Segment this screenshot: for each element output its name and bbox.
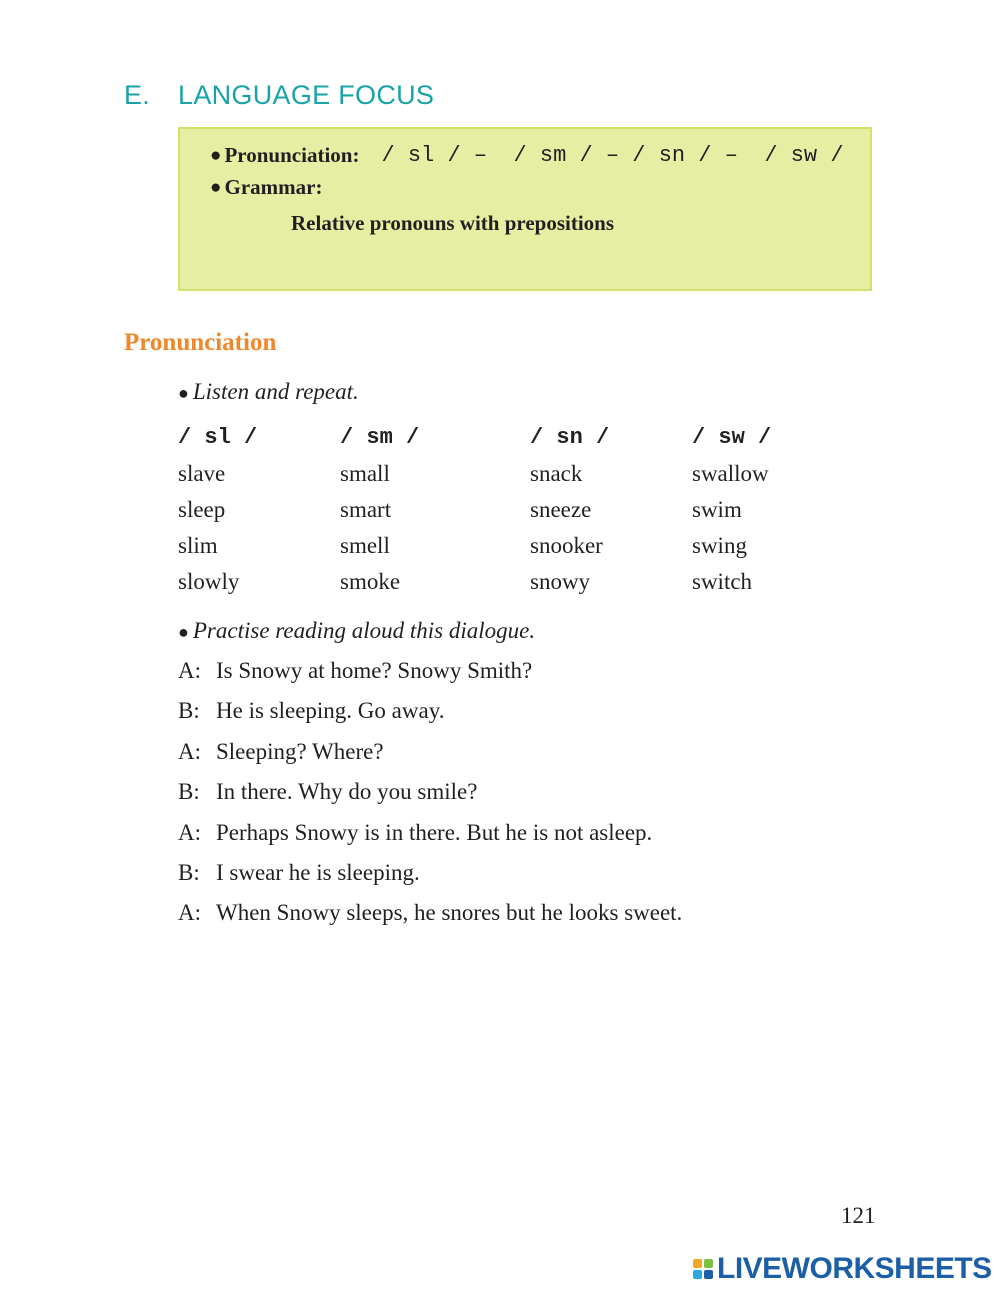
speaker: A: <box>178 900 201 926</box>
word: swallow <box>692 461 769 486</box>
logo-square <box>693 1259 702 1268</box>
speaker: A: <box>178 819 201 845</box>
word-column-sn <box>530 424 690 604</box>
word: switch <box>692 569 753 594</box>
grammar-label: Grammar: <box>224 175 323 199</box>
word: small <box>340 461 390 486</box>
word: slave <box>178 461 226 486</box>
line-text: He is sleeping. Go away. <box>216 698 445 724</box>
dialogue-line <box>178 778 682 818</box>
word: swing <box>692 533 747 558</box>
word: smoke <box>340 569 401 594</box>
brand-name: LIVEWORKSHEETS <box>717 1252 992 1285</box>
section-letter: E. <box>124 80 151 110</box>
word-column-sw <box>692 424 852 604</box>
language-focus-box <box>178 127 872 291</box>
word: smell <box>340 533 390 558</box>
section-title: LANGUAGE FOCUS <box>178 80 435 110</box>
word: sleep <box>178 497 226 522</box>
live-logo-icon <box>693 1259 713 1279</box>
dialogue-line <box>178 657 682 697</box>
word: slowly <box>178 569 240 594</box>
logo-square <box>693 1270 702 1279</box>
instruction-text: Listen and repeat. <box>192 379 359 404</box>
column-head: / sm / <box>340 425 420 450</box>
logo-square <box>704 1259 713 1268</box>
line-text: When Snowy sleeps, he snores but he looks sweet. <box>216 900 683 926</box>
dialogue-line <box>178 899 682 939</box>
dialogue-line <box>178 819 682 859</box>
listen-instruction <box>178 379 359 405</box>
word: sneeze <box>530 497 592 522</box>
section-heading <box>124 80 434 111</box>
line-text: I swear he is sleeping. <box>216 859 420 885</box>
word-column-sl <box>178 424 338 604</box>
pronunciation-focus-line <box>210 143 844 168</box>
word-column-sm <box>340 424 500 604</box>
word: snack <box>530 461 583 486</box>
liveworksheets-logo[interactable] <box>693 1252 992 1286</box>
bullet-icon: ● <box>178 383 189 403</box>
speaker: B: <box>178 779 200 805</box>
column-head: / sn / <box>530 425 610 450</box>
pronunciation-sounds: / sl / – / sm / – / sn / – / sw / <box>381 143 844 168</box>
bullet-icon: ● <box>178 622 189 642</box>
dialogue <box>178 657 682 940</box>
word: snowy <box>530 569 591 594</box>
column-head: / sl / <box>178 425 258 450</box>
line-text: Sleeping? Where? <box>216 738 384 764</box>
dialogue-line <box>178 697 682 737</box>
page-number: 121 <box>841 1203 876 1228</box>
line-text: In there. Why do you smile? <box>216 779 478 805</box>
speaker: B: <box>178 859 200 885</box>
word: swim <box>692 497 742 522</box>
word: smart <box>340 497 392 522</box>
dialogue-line <box>178 859 682 899</box>
column-head: / sw / <box>692 425 772 450</box>
speaker: B: <box>178 698 200 724</box>
pronunciation-heading: Pronunciation <box>124 329 277 356</box>
dialogue-instruction <box>178 618 535 644</box>
grammar-focus-line <box>210 175 322 200</box>
instruction-text: Practise reading aloud this dialogue. <box>192 618 536 643</box>
logo-square <box>704 1270 713 1279</box>
speaker: A: <box>178 658 201 683</box>
pronunciation-label: Pronunciation: <box>224 143 360 167</box>
bullet-icon: ● <box>210 144 222 166</box>
line-text: Is Snowy at home? Snowy Smith? <box>216 658 533 683</box>
word: snooker <box>530 533 603 558</box>
dialogue-line <box>178 738 682 778</box>
line-text: Perhaps Snowy is in there. But he is not asleep. <box>216 819 653 845</box>
word: slim <box>178 533 218 558</box>
bullet-icon: ● <box>210 176 222 198</box>
grammar-topic: Relative pronouns with prepositions <box>291 211 615 235</box>
speaker: A: <box>178 738 201 764</box>
